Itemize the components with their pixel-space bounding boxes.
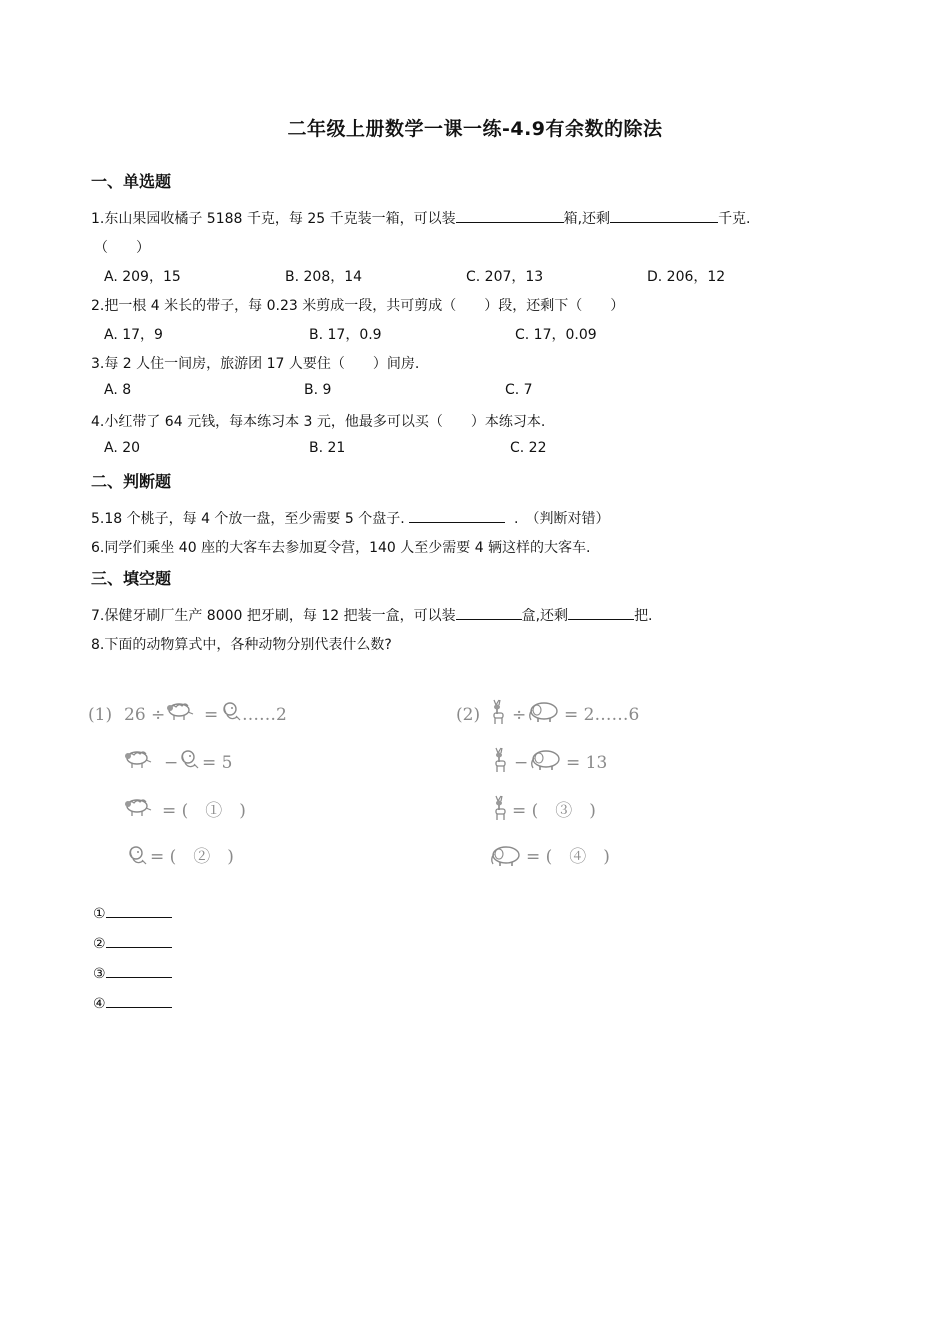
- sheep-icon: [167, 704, 193, 720]
- answer-line-3: [93, 963, 172, 982]
- question-1: [91, 208, 751, 228]
- left-label: (1): [88, 705, 113, 725]
- answer-marker: ④: [93, 996, 106, 1012]
- left-eq4: = ( ② ): [150, 847, 234, 867]
- option-b[interactable]: B. 208，14: [285, 269, 363, 285]
- answer-blank[interactable]: [610, 208, 718, 223]
- question-1-paren: （ ）: [94, 240, 150, 256]
- question-3: 3.每 2 人住一间房，旅游团 17 人要住（ ）间房.: [91, 356, 420, 372]
- elephant-icon: [530, 703, 557, 722]
- option-c[interactable]: C. 17，0.09: [515, 327, 597, 343]
- animal-equation-figure: [88, 688, 668, 888]
- question-5-text-a: 5.18 个桃子，每 4 个放一盘，至少需要 5 个盘子.: [91, 511, 405, 527]
- option-a[interactable]: A. 209，15: [104, 269, 181, 285]
- sheep-icon: [125, 752, 151, 768]
- answer-marker: ②: [93, 936, 106, 952]
- answer-blank[interactable]: [106, 963, 172, 978]
- question-7-text-a: 7.保健牙刷厂生产 8000 把牙刷，每 12 把装一盒，可以装: [91, 608, 456, 624]
- deer-icon: [496, 748, 505, 772]
- question-4: 4.小红带了 64 元钱，每本练习本 3 元，他最多可以买（ ）本练习本.: [91, 414, 546, 430]
- option-b[interactable]: B. 21: [309, 440, 346, 456]
- page-title: 二年级上册数学一课一练-4.9有余数的除法: [287, 118, 663, 140]
- answer-marker: ③: [93, 966, 106, 982]
- left-eq1-remainder: ……2: [242, 705, 287, 725]
- dog-icon: [224, 703, 240, 720]
- left-eq2-op: −: [164, 753, 179, 773]
- section-heading-single-choice: 一、单选题: [91, 172, 172, 191]
- right-eq1-op: ÷: [512, 705, 527, 725]
- left-eq3: = ( ① ): [162, 801, 246, 821]
- section-heading-true-false: 二、判断题: [91, 472, 172, 491]
- right-eq2-result: = 13: [566, 753, 608, 773]
- right-eq2-op: −: [514, 753, 529, 773]
- answer-blank[interactable]: [106, 933, 172, 948]
- answer-blank[interactable]: [106, 903, 172, 918]
- deer-icon: [494, 700, 503, 724]
- answer-blank[interactable]: [456, 605, 522, 620]
- question-5-text-b: . （判断对错）: [514, 511, 610, 527]
- elephant-icon: [532, 751, 559, 770]
- question-1-text-c: 千克.: [718, 211, 751, 227]
- option-a[interactable]: A. 17，9: [104, 327, 163, 343]
- answer-blank[interactable]: [456, 208, 564, 223]
- question-1-text-b: 箱,还剩: [563, 211, 611, 227]
- answer-blank[interactable]: [106, 993, 172, 1008]
- option-a[interactable]: A. 8: [104, 382, 132, 398]
- answer-blank[interactable]: [568, 605, 634, 620]
- question-2: 2.把一根 4 米长的带子，每 0.23 米剪成一段，共可剪成（ ）段，还剩下（ ）: [91, 298, 625, 314]
- question-6: 6.同学们乘坐 40 座的大客车去参加夏令营，140 人至少需要 4 辆这样的大客车.: [91, 540, 591, 556]
- answer-marker: ①: [93, 906, 106, 922]
- answer-line-4: [93, 993, 172, 1012]
- deer-icon: [496, 796, 505, 820]
- option-a[interactable]: A. 20: [104, 440, 141, 456]
- left-eq1-start: 26 ÷: [124, 705, 166, 725]
- right-eq3: = ( ③ ): [512, 801, 596, 821]
- question-1-text-a: 1.东山果园收橘子 5188 千克，每 25 千克装一箱，可以装: [91, 211, 456, 227]
- question-5: [91, 508, 610, 528]
- answer-blank[interactable]: [409, 508, 505, 523]
- option-c[interactable]: C. 7: [505, 382, 533, 398]
- sheep-icon: [125, 800, 151, 816]
- right-label: (2): [456, 705, 481, 725]
- option-c[interactable]: C. 207，13: [466, 269, 544, 285]
- question-8: 8.下面的动物算式中，各种动物分别代表什么数?: [91, 637, 392, 653]
- right-eq1-result: = 2……6: [564, 705, 640, 725]
- left-eq1-equals: =: [204, 705, 219, 725]
- question-7-text-c: 把.: [634, 608, 653, 624]
- option-b[interactable]: B. 17，0.9: [309, 327, 382, 343]
- elephant-icon: [492, 847, 519, 866]
- right-eq4: = ( ④ ): [526, 847, 610, 867]
- question-7: [91, 605, 653, 625]
- option-d[interactable]: D. 206，12: [647, 269, 726, 285]
- dog-icon: [130, 847, 146, 864]
- option-c[interactable]: C. 22: [510, 440, 547, 456]
- question-7-text-b: 盒,还剩: [521, 608, 569, 624]
- option-b[interactable]: B. 9: [304, 382, 332, 398]
- dog-icon: [182, 751, 198, 768]
- answer-line-1: [93, 903, 172, 922]
- answer-line-2: [93, 933, 172, 952]
- left-eq2-result: = 5: [202, 753, 233, 773]
- section-heading-fill-in: 三、填空题: [91, 569, 172, 588]
